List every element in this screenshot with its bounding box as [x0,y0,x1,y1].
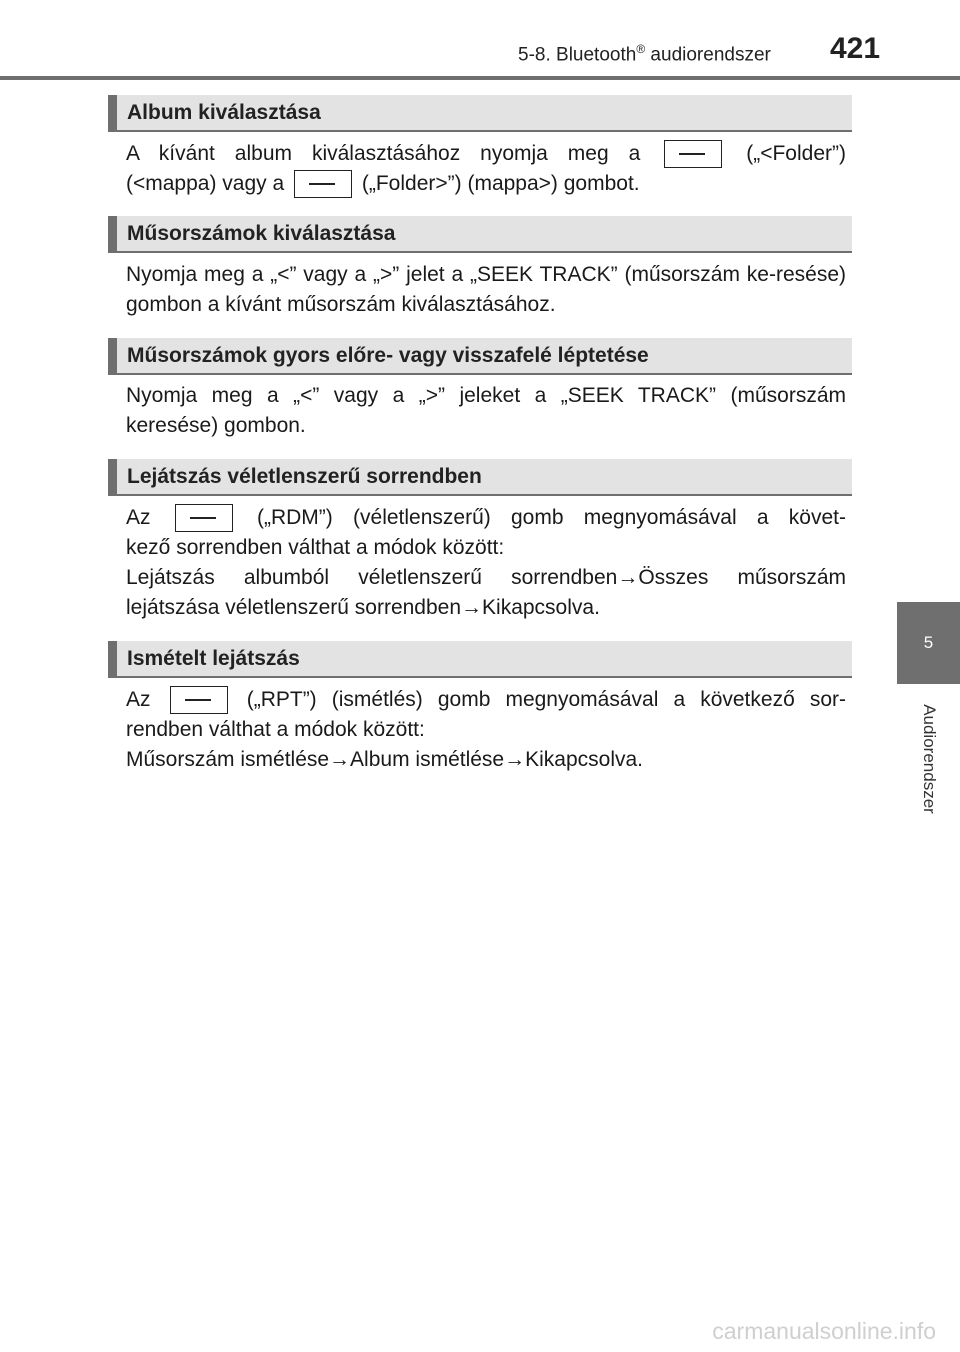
text-run: („Folder>”) (mappa>) gombot. [361,172,640,195]
chapter-title [518,42,771,66]
text-run: („<Folder”) [746,142,846,165]
section-text-album-line1 [126,139,846,169]
section-heading-track [108,216,852,253]
section-heading-repeat [108,641,852,678]
text-run: Az [126,506,151,529]
section-heading-text: Album kiválasztása [127,101,321,124]
section-text-repeat-line2: rendben válthat a módok között: [126,718,425,741]
section-heading-text: Lejátszás véletlenszerű sorrendben [127,465,482,488]
section-text-track: Nyomja meg a „<” vagy a „>” jelet a „SEEK TRACK” (műsorszám ke-resése) gombon a kívánt műsorszám kiválasztásához. [126,263,846,316]
section-heading-random [108,459,852,496]
section-text-random-line2: kező sorrendben válthat a módok között: [126,536,505,559]
folder-up-button-icon [294,170,352,198]
text-run: („RDM”) (véletlenszerű) gomb megnyomásával a követ- [256,506,846,529]
text-run: A kívánt album kiválasztásához nyomja meg a [126,142,641,165]
section-text-random-line3: Lejátszás albumból véletlenszerű sorrendben→Összes műsorszám [126,566,846,589]
chapter-tab-label [897,684,960,834]
rpt-button-icon [170,686,228,714]
text-run: Az [126,688,151,711]
chapter-tab [897,602,960,684]
section-text-random-line1 [126,503,846,533]
rdm-button-icon [175,504,233,532]
chapter-title-text: 5-8. Bluetooth [518,44,637,66]
section-text-repeat-line1 [126,685,846,715]
chapter-tab-label-text: Audiorendszer [919,704,939,814]
text-run: (<mappa) vagy a [126,172,285,195]
header-rule [0,76,960,80]
chapter-tab-number: 5 [923,633,934,652]
section-heading-text: Műsorszámok kiválasztása [127,222,396,245]
section-text-repeat-line3: Műsorszám ismétlése→Album ismétlése→Kikapcsolva. [126,748,643,771]
section-heading-text: Ismételt lejátszás [127,647,300,670]
watermark: carmanualsonline.info [712,1318,936,1344]
page-number: 421 [830,32,881,65]
section-text-album-line2 [126,169,846,199]
registered-mark: ® [636,42,646,56]
folder-down-button-icon [664,140,722,168]
chapter-title-suffix: audiorendszer [645,44,771,66]
section-heading-fast-seek [108,338,852,375]
section-heading-album [108,95,852,132]
section-text-fast-seek: Nyomja meg a „<” vagy a „>” jeleket a „SEEK TRACK” (műsorszám keresése) gombon. [126,384,846,437]
section-text-random-line4: lejátszása véletlenszerű sorrendben→Kikapcsolva. [126,596,600,619]
text-run: („RPT”) (ismétlés) gomb megnyomásával a következő sor- [246,688,846,711]
section-heading-text: Műsorszámok gyors előre- vagy visszafelé léptetése [127,344,649,367]
